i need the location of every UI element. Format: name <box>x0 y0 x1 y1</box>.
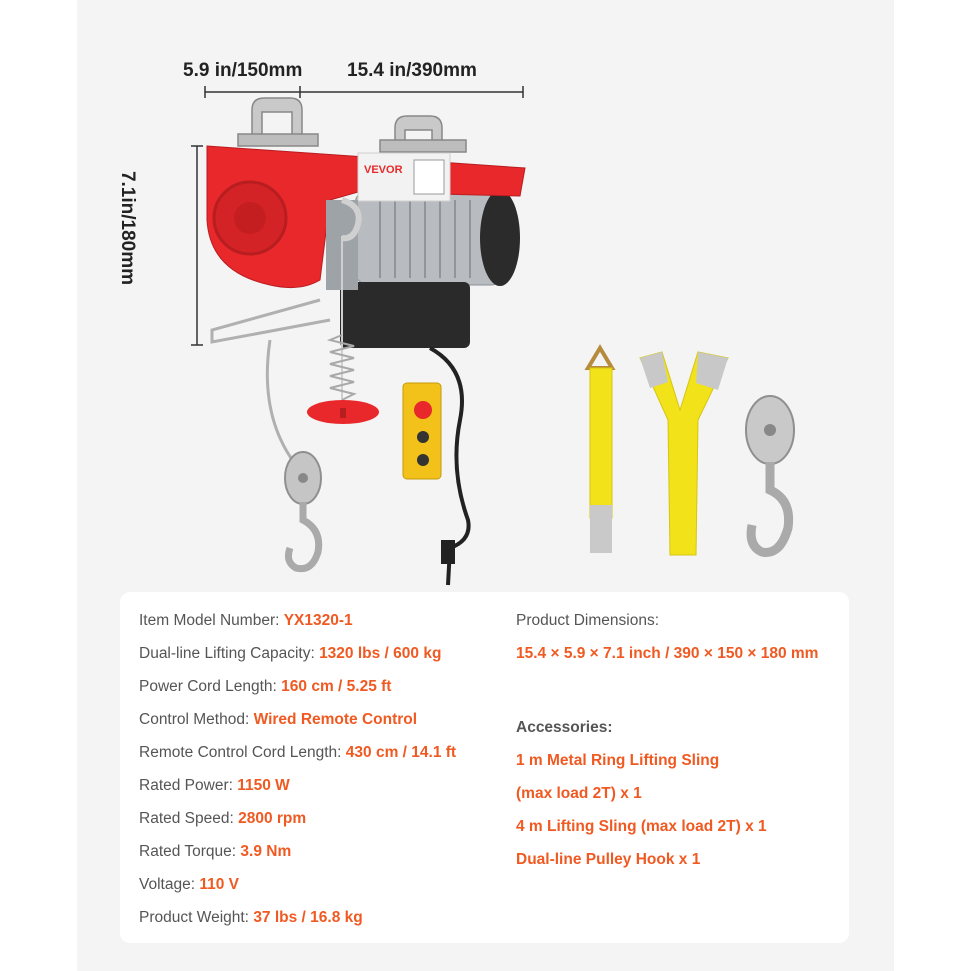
spec-label: Dual-line Lifting Capacity: <box>139 645 320 662</box>
depth-dimension-label: 5.9 in/150mm <box>183 60 303 81</box>
product-dimensions-value: 15.4 × 5.9 × 7.1 inch / 390 × 150 × 180 mm <box>516 645 819 662</box>
accessory-item: 1 m Metal Ring Lifting Sling <box>516 752 720 769</box>
spec-label: Product Weight: <box>139 909 254 926</box>
spec-value: 37 lbs / 16.8 kg <box>253 909 363 926</box>
spec-label: Rated Speed: <box>139 810 239 827</box>
spec-voltage <box>139 876 239 894</box>
spec-value: YX1320-1 <box>283 612 353 629</box>
accessories-title: Accessories: <box>516 719 613 736</box>
accessory-pulley-hook <box>746 396 794 553</box>
spec-rated-torque <box>139 843 291 861</box>
spec-rated-speed <box>139 810 306 828</box>
spec-rated-power <box>139 777 290 795</box>
spec-remote-cord-length <box>139 744 456 762</box>
side-handle <box>212 300 330 470</box>
pulley-hook <box>285 452 321 569</box>
metal-ring-sling <box>588 348 612 553</box>
brand-logo-text: VEVOR <box>364 164 403 176</box>
mounting-brackets <box>238 98 466 152</box>
spec-label: Item Model Number: <box>139 612 284 629</box>
spec-label: Rated Power: <box>139 777 238 794</box>
spec-value: Wired Remote Control <box>253 711 418 728</box>
spec-value: 430 cm / 14.1 ft <box>345 744 457 761</box>
accessory-item: Dual-line Pulley Hook x 1 <box>516 851 701 868</box>
remote-control <box>403 348 469 585</box>
spec-value: 160 cm / 5.25 ft <box>281 678 392 695</box>
spec-power-cord-length <box>139 678 391 696</box>
accessory-item: 4 m Lifting Sling (max load 2T) x 1 <box>516 818 767 835</box>
spec-control-method <box>139 711 417 729</box>
spec-lifting-capacity <box>139 645 441 663</box>
spec-product-weight <box>139 909 363 927</box>
spec-label: Rated Torque: <box>139 843 241 860</box>
motor-housing <box>340 190 520 348</box>
spec-label: Remote Control Cord Length: <box>139 744 346 761</box>
length-dimension-label: 15.4 in/390mm <box>347 60 477 81</box>
spec-value: 1150 W <box>237 777 290 794</box>
spec-value: 2800 rpm <box>238 810 307 827</box>
spec-value: 110 V <box>199 876 239 893</box>
spec-label: Control Method: <box>139 711 254 728</box>
spec-label: Power Cord Length: <box>139 678 282 695</box>
y-lifting-sling <box>640 352 728 555</box>
product-dimensions-label: Product Dimensions: <box>516 612 660 629</box>
spec-value: 3.9 Nm <box>240 843 292 860</box>
spec-model-number <box>139 612 353 630</box>
height-dimension-label: 7.1in/180mm <box>117 170 139 286</box>
spec-value: 1320 lbs / 600 kg <box>319 645 442 662</box>
spec-label: Voltage: <box>139 876 200 893</box>
accessory-item: (max load 2T) x 1 <box>516 785 642 802</box>
